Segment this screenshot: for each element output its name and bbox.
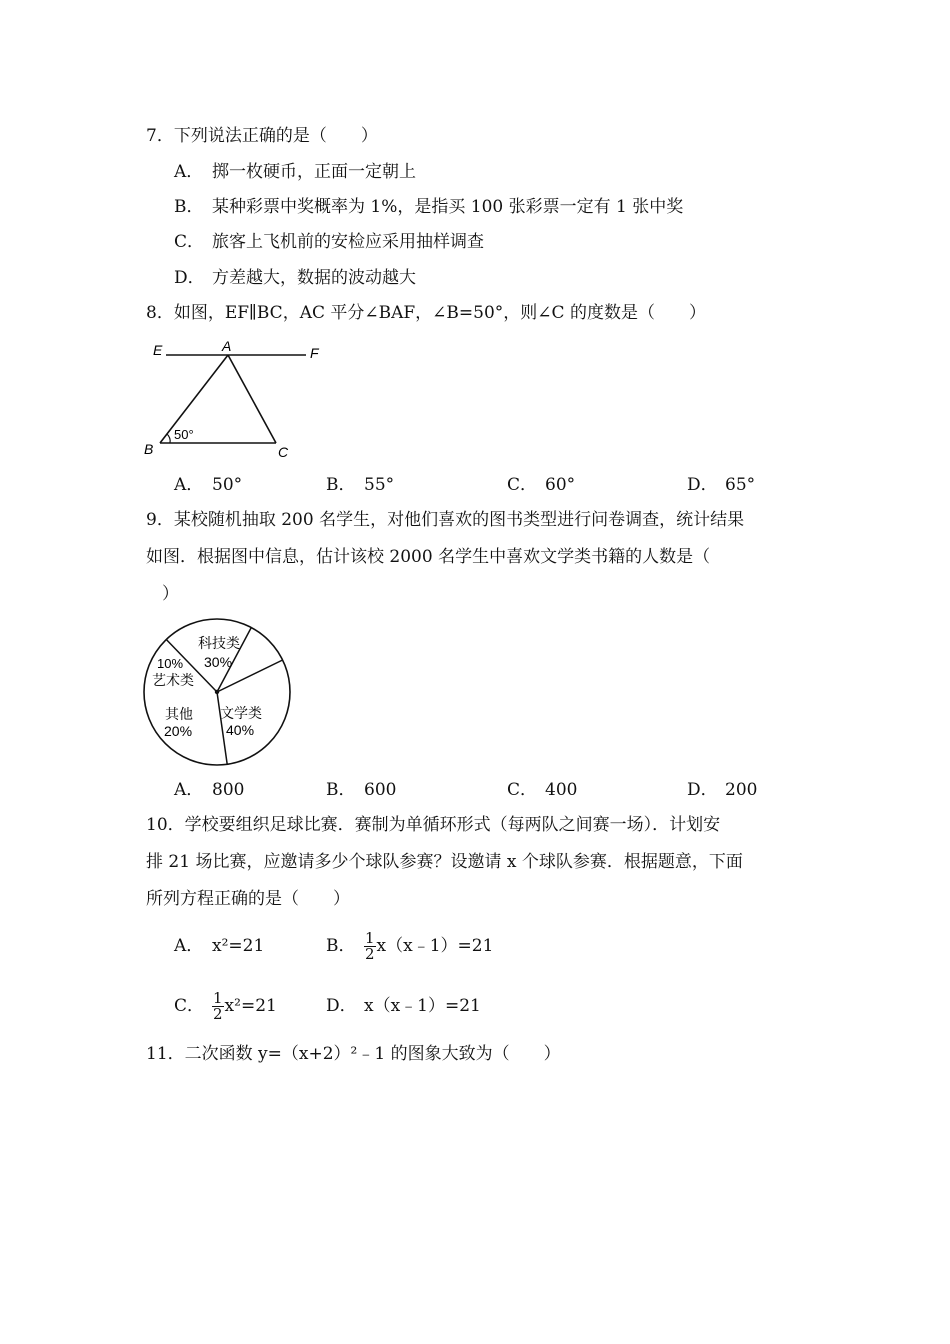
label-b: B [144,441,154,457]
slice-label-other: 其他 [165,706,193,722]
fraction-half: $\frac{1}{2}$ [213,989,223,1023]
q9-option-b: B． 600 [326,780,397,800]
q7-option-a: A． 掷一枚硬币，正面一定朝上 [174,162,416,182]
q8-option-a: A． 50° [174,475,243,495]
slice-label-literature: 文学类 [220,705,262,721]
label-angle-50: 50° [174,427,194,442]
pie-center [215,690,219,694]
q10-line-2: 排 21 场比赛，应邀请多少个球队参赛？设邀请 x 个球队参赛．根据题意，下面 [146,852,743,872]
q9-option-d: D． 200 [687,780,758,800]
slice-pct-other: 20% [164,723,193,739]
q10-option-d: D． x（x﹣1）=21 [326,996,481,1016]
label-f: F [310,345,319,361]
q10-option-a: A． x²=21 [174,936,265,956]
q8-stem: 8．如图，EF∥BC，AC 平分∠BAF，∠B=50°，则∠C 的度数是（ ） [146,303,706,323]
q9-option-c: C． 400 [507,780,578,800]
slice-pct-literature: 40% [226,722,255,738]
label-c: C [278,444,289,460]
side-ab [160,355,228,443]
label-e: E [153,342,163,358]
q8-option-d: D． 65° [687,475,756,495]
q9-pie-chart [140,616,300,768]
slice-label-tech: 科技类 [198,635,240,651]
q7-option-c: C． 旅客上飞机前的安检应采用抽样调查 [174,232,484,252]
q10-line-1: 10．学校要组织足球比赛．赛制为单循环形式（每两队之间赛一场）．计划安 [146,815,721,835]
fraction-half: $\frac{1}{2}$ [365,929,375,963]
angle-b-arc [167,434,170,443]
q7-stem: 7．下列说法正确的是（ ） [146,126,378,146]
label-a: A [222,338,232,354]
q9-option-a: A． 800 [174,780,245,800]
q7-option-d: D． 方差越大，数据的波动越大 [174,268,416,288]
q8-option-c: C． 60° [507,475,576,495]
q11-stem: 11．二次函数 y=（x+2）²﹣1 的图象大致为（ ） [146,1044,561,1064]
q10-option-b: B． $\frac{1}{2}$ x（x﹣1）=21 [326,929,494,963]
q7-option-b: B． 某种彩票中奖概率为 1%，是指买 100 张彩票一定有 1 张中奖 [174,197,684,217]
slice-pct-art: 10% [157,656,184,671]
q8-triangle-figure [140,335,340,465]
slice-label-art: 艺术类 [152,672,194,688]
q9-line-2: 如图．根据图中信息，估计该校 2000 名学生中喜欢文学类书籍的人数是（ [146,547,711,567]
q9-line-1: 9．某校随机抽取 200 名学生，对他们喜欢的图书类型进行问卷调查，统计结果 [146,510,745,530]
slice-pct-tech: 30% [204,654,233,670]
q10-option-c: C． $\frac{1}{2}$ x²=21 [174,989,277,1023]
q8-option-b: B． 55° [326,475,395,495]
q10-line-3: 所列方程正确的是（ ） [146,889,350,909]
side-ac [228,355,276,443]
q9-line-3: ） [162,584,179,604]
